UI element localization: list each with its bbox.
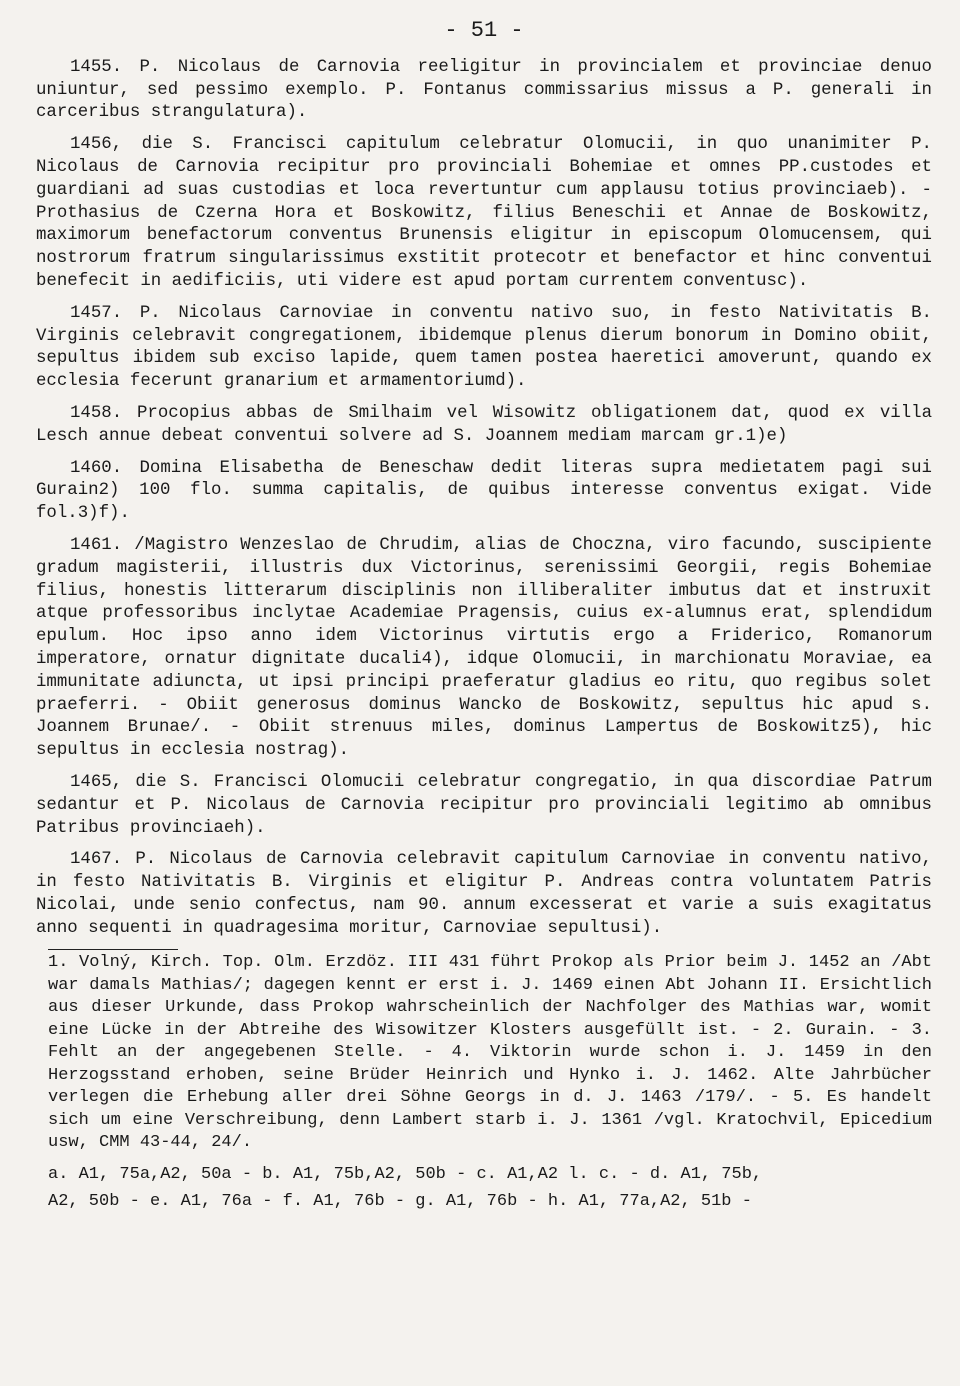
- source-references: [48, 1161, 932, 1215]
- entry-1461: 1461. /Magistro Wenzeslao de Chrudim, alias de Choczna, viro facundo, suscipiente gradum magisterii, illustris dux Victorinus, serenissimi Georgii, regis Bohemiae filius, honestis litterarum disciplinis non illiberaliter imbutus dat et instruxit atque professoribus inclytae Academiae Pragensis, cuius ex-alumnus erat, splendidum epulum. Hoc ipso anno idem Victorinus virtutis ergo a Friderico, Romanorum imperatore, ornatur dignitate ducali4), idque Olomucii, in marchionatu Moraviae, ea immunitate adiuncta, ut ipsi principi praeferatur gladius eo ritu, quo regibus solet praeferri. - Obiit generosus dominus Wancko de Boskowitz, sepultus hic apud s. Joannem Brunae/. - Obiit strenuus miles, dominus Lampertus de Boskowitz5), hic sepultus in ecclesia nostrag).: [36, 535, 932, 761]
- footnote-divider: [48, 949, 178, 950]
- entry-1455: 1455. P. Nicolaus de Carnovia reeligitur in provincialem et provinciae denuo uniuntur, sed pessimo exemplo. P. Fontanus commissarius missus a P. generali in carceribus strangulatura).: [36, 57, 932, 123]
- entry-1465: 1465, die S. Francisci Olomucii celebratur congregatio, in qua discordiae Patrum sedantur et P. Nicolaus de Carnovia recipitur pro provinciali legitimo ab omnibus Patribus provinciaeh).: [36, 772, 932, 838]
- entry-1456: 1456, die S. Francisci capitulum celebratur Olomucii, in quo unanimiter P. Nicolaus de Carnovia recipitur pro provinciali Bohemiae et omnes PP.custodes et guardiani ad suas custodias et loca revertuntur cum applausu totius provinciaeb). - Prothasius de Czerna Hora et Boskowitz, filius Beneschii et Annae de Boskowitz, maximorum benefactorum conventus Brunensis eligitur in episcopum Olomucensem, qui nostrorum fratrum singularissimus exstitit protecotr et benefactor et hinc conventui benefecit in aedificiis, uti videre est apud portam currentem conventusc).: [36, 135, 932, 291]
- entry-1460: 1460. Domina Elisabetha de Beneschaw dedit literas supra medietatem pagi sui Gurain2) 100 flo. summa capitalis, de quibus interesse conventus exigat. Vide fol.3)f).: [36, 458, 932, 524]
- footnotes: 1. Volný, Kirch. Top. Olm. Erzdöz. III 431 führt Prokop als Prior beim J. 1452 an /Abt war damals Mathias/; dagegen kennt er erst i. J. 1469 einen Abt Johann II. Ersichtlich aus dieser Urkunde, dass Prokop wahrscheinlich der Nachfolger des Mathias war, womit eine Lücke in der Abtreihe des Wisowitzer Klosters ausgefüllt ist. - 2. Gurain. - 3. Fehlt an der angegebenen Stelle. - 4. Viktorin wurde schon i. J. 1459 in den Herzogsstand erhoben, seine Brüder Heinrich und Hynko i. J. 1462. Alte Jahrbücher verlegen die Erhebung aller drei Söhne Georgs in d. J. 1463 /179/. - 5. Es handelt sich um eine Verschreibung, denn Lambert starb i. J. 1361 /vgl. Kratochvil, Epicedium usw, CMM 43-44, 24/.: [48, 953, 932, 1153]
- entry-1457: 1457. P. Nicolaus Carnoviae in conventu nativo suo, in festo Nativitatis B. Virginis celebravit congregationem, ibidemque plenus dierum bonorum in Domino obiit, sepultus ibidem sub exciso lapide, quem tamen postea haeretici amoverunt, quando ex ecclesia fecerunt granarium et armamentoriumd).: [36, 303, 932, 392]
- entry-1458: 1458. Procopius abbas de Smilhaim vel Wisowitz obligationem dat, quod ex villa Lesch annue debeat conventui solvere ad S. Joannem mediam marcam gr.1)e): [36, 403, 932, 446]
- source-reference-line: A2, 50b - e. A1, 76a - f. A1, 76b - g. A1, 76b - h. A1, 77a,A2, 51b -: [48, 1191, 752, 1211]
- page-number: - 51 -: [444, 18, 524, 43]
- chronicle-entries: [36, 57, 932, 941]
- entry-1467: 1467. P. Nicolaus de Carnovia celebravit capitulum Carnoviae in conventu nativo, in festo Nativitatis B. Virginis et eligitur P. Andreas contra voluntatem Patris Nicolai, unde senio confectus, nam 90. annum excesserat et varie a suis exagitatus anno sequenti in quadragesima moritur, Carnoviae sepultusi).: [36, 850, 932, 938]
- source-reference-line: a. A1, 75a,A2, 50a - b. A1, 75b,A2, 50b - c. A1,A2 l. c. - d. A1, 75b,: [48, 1164, 763, 1184]
